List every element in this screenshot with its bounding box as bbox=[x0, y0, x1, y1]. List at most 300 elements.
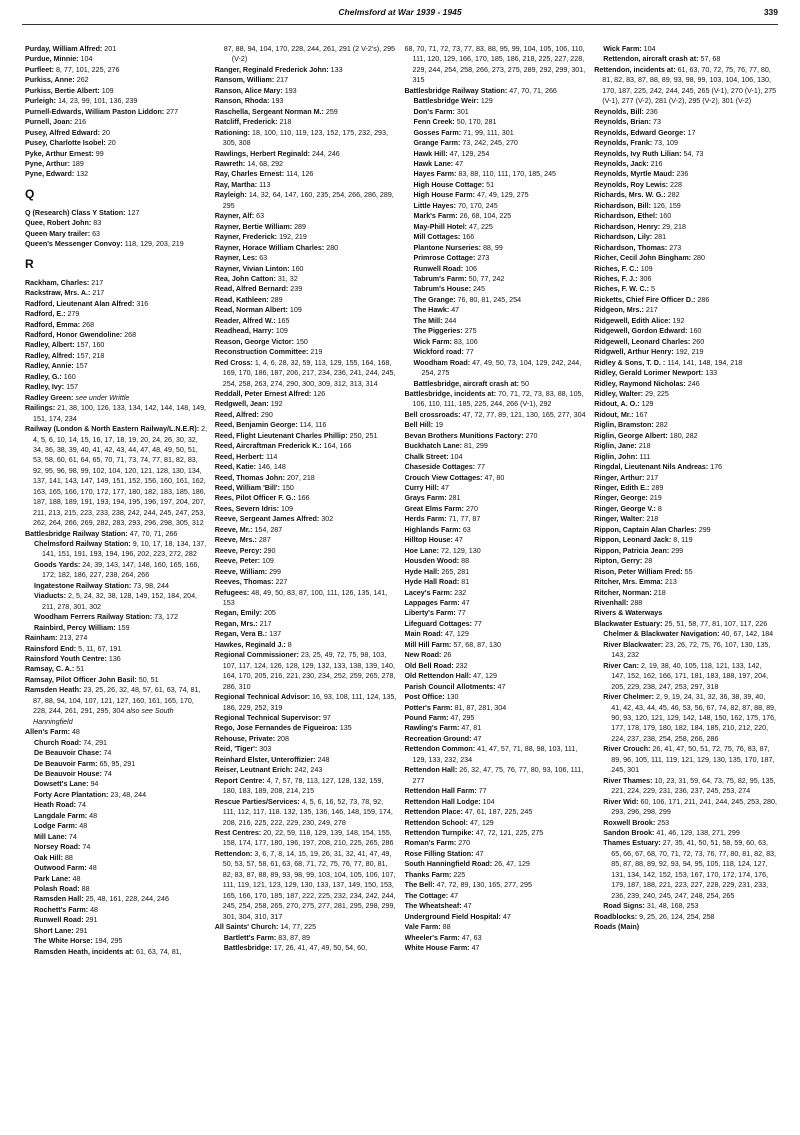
entry-page-refs: 55 bbox=[684, 567, 693, 576]
entry-page-refs: 4, 7, 57, 78, 113, 127, 128, 132, 159, 180, 183, 189, 208, 214, 215 bbox=[222, 776, 384, 796]
index-entry bbox=[215, 326, 398, 336]
entry-page-refs: 87, 88, 94, 104, 170, 228, 244, 261, 291 (2 V-2's), 295 (V-2) bbox=[223, 45, 396, 64]
index-entry bbox=[215, 232, 398, 242]
entry-page-refs: 165 bbox=[277, 316, 290, 325]
entry-page-refs: 225 bbox=[453, 870, 466, 879]
entry-page-refs: 166 bbox=[297, 494, 310, 503]
index-entry bbox=[25, 654, 208, 664]
entry-page-refs: 77 bbox=[478, 787, 487, 796]
entry-page-refs: 26, 32, 47, 75, 76, 77, 80, 93, 106, 111, 277 bbox=[412, 766, 584, 785]
entry-page-refs: 83, 106 bbox=[453, 337, 478, 346]
index-entry bbox=[594, 493, 777, 503]
entry-page-refs: 40, 67, 142, 184 bbox=[721, 630, 774, 639]
entry-term: Roadblocks: bbox=[594, 912, 638, 921]
index-entry bbox=[215, 462, 398, 472]
index-entry bbox=[25, 159, 208, 169]
entry-page-refs: 106 bbox=[465, 264, 477, 273]
index-entry bbox=[405, 588, 588, 598]
entry-term: Riglin, George Albert: bbox=[594, 431, 668, 440]
entry-term: The Cottage: bbox=[404, 891, 449, 900]
entry-page-refs: 160 bbox=[291, 264, 304, 273]
entry-page-refs: 246 bbox=[687, 379, 700, 388]
index-entry bbox=[405, 713, 588, 723]
entry-term: Highlands Farm: bbox=[404, 525, 461, 534]
index-subentry bbox=[405, 201, 588, 211]
entry-page-refs: 50, 77, 242 bbox=[468, 274, 505, 283]
entry-term: Regan, Vera B.: bbox=[214, 630, 268, 639]
entry-term: Ringer, Edith E.: bbox=[594, 484, 650, 493]
entry-page-refs: 136 bbox=[108, 655, 121, 664]
entry-term: Riches, F. C.: bbox=[594, 264, 639, 273]
index-entry bbox=[215, 117, 398, 127]
index-subentry bbox=[405, 326, 588, 336]
entry-term: Reynolds, Brian: bbox=[594, 118, 651, 127]
index-entry bbox=[594, 190, 777, 200]
entry-page-refs: 81, 87, 281, 304 bbox=[454, 703, 507, 712]
index-entry bbox=[594, 232, 777, 242]
index-entry bbox=[25, 65, 208, 75]
entry-term: Rees, Severn Idris: bbox=[214, 504, 280, 513]
index-entry bbox=[215, 493, 398, 503]
entry-page-refs: 270 bbox=[458, 839, 471, 848]
entry-term: Rawlings, Herbert Reginald: bbox=[214, 149, 310, 158]
entry-page-refs: 74 bbox=[103, 749, 112, 758]
entry-page-refs: 244 bbox=[444, 316, 457, 325]
entry-page-refs: 29, 218 bbox=[662, 222, 686, 231]
entry-term: Purnell-Edwards, William Paston Liddon: bbox=[25, 107, 165, 116]
entry-page-refs: 299 bbox=[671, 546, 684, 555]
entry-term: Hawkes, Reginald J.: bbox=[214, 640, 286, 649]
index-entry bbox=[25, 727, 208, 737]
entry-page-refs: 88, 99 bbox=[482, 243, 503, 252]
entry-term: Plantone Nurseries: bbox=[413, 243, 481, 252]
index-entry bbox=[594, 567, 777, 577]
entry-page-refs: 219 bbox=[649, 494, 662, 503]
index-subentry bbox=[594, 629, 777, 639]
index-entry bbox=[405, 849, 588, 859]
entry-page-refs: 47, 80 bbox=[484, 473, 505, 482]
entry-page-refs: 218 bbox=[279, 118, 292, 127]
index-entry bbox=[25, 403, 208, 424]
entry-page-refs: 47, 72, 89, 130, 165, 277, 295 bbox=[436, 881, 532, 890]
index-entry bbox=[594, 326, 777, 336]
entry-page-refs: 65, 95, 291 bbox=[99, 759, 136, 768]
index-entry bbox=[405, 86, 588, 96]
entry-page-refs: 5, 11, 67, 191 bbox=[78, 644, 122, 653]
entry-page-refs: 273 bbox=[669, 243, 682, 252]
entry-term: Regional Technical Supervisor: bbox=[214, 714, 321, 722]
index-subentry bbox=[405, 316, 588, 326]
entry-term: Wickford road: bbox=[413, 348, 464, 357]
entry-page-refs: 21, 38, 100, 126, 133, 134, 142, 144, 148, 149, 151, 174, 234 bbox=[33, 404, 207, 423]
entry-page-refs: 27, 35, 41, 50, 51, 58, 59, 60, 63, 65, 66, 67, 68, 70, 71, 72, 73, 76, 77, 80, 81, 82, 83, 85, 87, 88, 89, 92, 93, 94, 95, 105, 118, 124, 127, 131, 134, 142, 152, 153, 167, 170, 172, 174, 176, 179, 187, 188, 221, 223, 227, 228, 229, 231, 233, 236, 239, 240, 245, 247, 248, 254, 265 bbox=[611, 839, 777, 900]
index-entry bbox=[594, 389, 777, 399]
entry-page-refs: 19 bbox=[435, 421, 444, 430]
index-subentry bbox=[594, 776, 777, 797]
entry-term: Reynolds, Myrtle Maud: bbox=[594, 170, 675, 179]
entry-page-refs: 132 bbox=[76, 170, 89, 179]
index-entry bbox=[215, 525, 398, 535]
index-entry bbox=[215, 922, 398, 932]
entry-page-refs: 291 bbox=[85, 916, 98, 925]
index-entry bbox=[594, 180, 777, 190]
entry-page-refs: 286 bbox=[697, 295, 710, 304]
entry-term: Pyke, Arthur Ernest: bbox=[25, 149, 94, 158]
entry-page-refs: 180, 282 bbox=[669, 431, 698, 440]
index-entry bbox=[215, 567, 398, 577]
entry-term: Battlesbridge: bbox=[223, 943, 272, 952]
index-entry bbox=[594, 284, 777, 294]
index-entry bbox=[594, 598, 777, 608]
index-entry bbox=[594, 253, 777, 263]
entry-page-refs: 47 bbox=[461, 599, 470, 608]
entry-term: Ridout, Mr.: bbox=[594, 410, 634, 419]
index-entry bbox=[594, 222, 777, 232]
entry-page-refs: 218 bbox=[646, 515, 659, 524]
index-entry bbox=[405, 420, 588, 430]
entry-page-refs: 47 bbox=[454, 536, 463, 545]
entry-term: Rippon, Leonard Jack: bbox=[594, 536, 672, 545]
index-subentry bbox=[594, 828, 777, 838]
entry-term: Ritcher, Mrs. Emma: bbox=[594, 578, 663, 587]
entry-term: Norsey Road: bbox=[34, 843, 81, 852]
entry-term: Ricketts, Chief Fire Officer D.: bbox=[594, 295, 696, 304]
entry-term: Ridley & Sons, T. D. : bbox=[594, 358, 666, 367]
entry-page-refs: 114, 126 bbox=[286, 170, 314, 179]
entry-term: Ringer, George: bbox=[594, 494, 648, 503]
index-subentry bbox=[405, 305, 588, 315]
index-entry bbox=[405, 44, 588, 86]
entry-page-refs: 282 bbox=[667, 191, 680, 200]
index-entry bbox=[594, 358, 777, 368]
index-entry bbox=[215, 640, 398, 650]
entry-term: River Crouch: bbox=[603, 745, 651, 754]
index-entry bbox=[215, 149, 398, 159]
entry-page-refs: 60, 106, 171, 211, 241, 244, 245, 253, 280, 293, 296, 298, 299 bbox=[611, 797, 777, 817]
entry-term: Wheeler's Farm: bbox=[404, 933, 460, 942]
index-entry bbox=[25, 208, 208, 218]
entry-page-refs: 71, 77, 87 bbox=[448, 515, 481, 524]
index-subentry bbox=[215, 933, 398, 943]
entry-term: Rettendon Turnpike: bbox=[404, 828, 474, 837]
index-subentry bbox=[25, 894, 208, 904]
index-subentry bbox=[25, 926, 208, 936]
entry-page-refs: 208 bbox=[277, 734, 289, 743]
entry-term: Readhead, Harry: bbox=[214, 327, 274, 336]
index-entry bbox=[25, 278, 208, 288]
entry-term: Radley, G.: bbox=[25, 372, 62, 381]
entry-term: Chelmer & Blackwater Navigation: bbox=[603, 630, 720, 639]
entry-page-refs: 5 bbox=[651, 285, 655, 294]
index-subentry bbox=[215, 943, 398, 953]
entry-page-refs: 48 bbox=[79, 822, 88, 831]
entry-term: Reconstruction Committee: bbox=[214, 348, 309, 357]
index-entry bbox=[405, 744, 588, 765]
entry-term: Reed, Aircraftman Frederick K.: bbox=[214, 442, 322, 451]
index-subentry bbox=[25, 591, 208, 612]
entry-term: Radford, E.: bbox=[25, 310, 66, 319]
index-subentry bbox=[25, 936, 208, 946]
entry-page-refs: 250, 251 bbox=[349, 431, 378, 440]
entry-term: Reynolds, Bill: bbox=[594, 107, 644, 116]
index-subentry bbox=[405, 295, 588, 305]
entry-term: Reynolds, Frank: bbox=[594, 139, 653, 148]
entry-term: Blackwater Estuary: bbox=[594, 619, 663, 628]
index-entry bbox=[25, 351, 208, 361]
entry-term: Underground Field Hospital: bbox=[404, 912, 501, 921]
index-entry bbox=[25, 361, 208, 371]
entry-page-refs: 279 bbox=[67, 310, 80, 319]
entry-page-refs: 205 bbox=[263, 609, 276, 618]
entry-term: Church Road: bbox=[34, 738, 82, 747]
entry-term: River Blackwater: bbox=[603, 640, 664, 649]
entry-page-refs: 47 bbox=[450, 891, 459, 900]
index-entry bbox=[594, 274, 777, 284]
entry-term: Rayner, Horace William Charles: bbox=[214, 243, 325, 252]
entry-page-refs: 47, 70, 71, 266 bbox=[129, 529, 178, 538]
index-column-4 bbox=[594, 44, 777, 1129]
index-entry bbox=[25, 44, 208, 54]
entry-term: Vale Farm: bbox=[404, 923, 441, 932]
index-entry bbox=[215, 75, 398, 85]
index-entry bbox=[594, 535, 777, 545]
entry-page-refs: 2, 9, 19, 24, 31, 32, 36, 38, 39, 40, 41, 42, 43, 44, 45, 46, 53, 56, 67, 74, 82, 87, 88, 89, 90, 93, 120, 121, 129, 142, 148, 150, 162, 175, 176, 177, 178, 179, 180, 182, 184, 185, 210, 212, 220, 224, 237, 238, 254, 258, 266, 286 bbox=[611, 693, 777, 743]
index-subentry bbox=[405, 180, 588, 190]
entry-term: Rettendon School: bbox=[404, 818, 468, 827]
entry-term: Rettendon, incidents at: bbox=[594, 65, 676, 74]
entry-term: Hilltop House: bbox=[404, 536, 453, 545]
index-entry bbox=[405, 765, 588, 786]
entry-page-refs: 73 bbox=[652, 118, 661, 127]
entry-page-refs: 61, 63, 70, 72, 75, 76, 77, 80, 81, 82, 83, 87, 88, 89, 93, 98, 99, 103, 104, 106, 130, 170, 187, 225, 242, 244, 245, 265 (V-1), 270 (V-1), 275 (V-1), 277 (V-2), 281 (V-2), 295 (V-2), 301 (V-2) bbox=[602, 65, 777, 106]
entry-term: Regional Technical Advisor: bbox=[214, 693, 310, 702]
entry-page-refs: 160 bbox=[63, 372, 76, 381]
entry-page-refs: 288 bbox=[630, 599, 643, 608]
index-entry bbox=[405, 682, 588, 692]
entry-page-refs: 77 bbox=[477, 463, 486, 472]
entry-term: Old Bell Road: bbox=[404, 661, 454, 670]
index-entry bbox=[215, 776, 398, 797]
entry-page-refs: 2, 19, 38, 40, 105, 118, 121, 133, 142, 147, 152, 162, 166, 171, 181, 183, 188, 197, 204, 205, 229, 238, 247, 253, 297, 318 bbox=[611, 661, 769, 691]
entry-term: Ransom, William: bbox=[214, 76, 275, 85]
index-entry bbox=[594, 514, 777, 524]
entry-page-refs: 20, 22, 59, 118, 129, 139, 148, 154, 155, 158, 174, 177, 180, 196, 197, 208, 210, 225, 265, 286 bbox=[222, 828, 394, 848]
entry-term: Ridley, Gerald Lorimer Newport: bbox=[594, 369, 704, 378]
entry-term: The Grange: bbox=[413, 295, 456, 304]
entry-page-refs: 29, 225 bbox=[645, 389, 669, 398]
entry-page-refs: 24, 39, 143, 147, 148, 160, 165, 166, 172, 182, 186, 227, 238, 264, 266 bbox=[42, 560, 200, 580]
entry-term: Ramsay, Pilot Officer John Basil: bbox=[25, 675, 137, 684]
index-entry bbox=[405, 922, 588, 932]
entry-page-refs: 23, 48, 244 bbox=[110, 790, 147, 799]
entry-page-refs: 74 bbox=[68, 832, 77, 841]
entry-term: Lodge Farm: bbox=[34, 822, 78, 831]
entry-page-refs: 47, 72, 77, 89, 121, 130, 165, 277, 304 bbox=[462, 410, 586, 419]
entry-page-refs: 47, 129 bbox=[469, 818, 494, 827]
index-entry bbox=[405, 734, 588, 744]
entry-term: Radley, Albert: bbox=[25, 341, 75, 350]
index-letter-heading: Q bbox=[25, 186, 35, 201]
entry-term: Ramsden Hall: bbox=[34, 895, 84, 904]
entry-term: Q (Research) Class Y Station: bbox=[25, 208, 126, 217]
index-entry bbox=[594, 462, 777, 472]
index-subentry bbox=[405, 107, 588, 117]
index-entry bbox=[405, 901, 588, 911]
index-entry bbox=[25, 330, 208, 340]
index-entry bbox=[215, 713, 398, 723]
index-entry bbox=[405, 473, 588, 483]
index-entry bbox=[215, 65, 398, 75]
entry-page-refs: 77 bbox=[465, 348, 474, 357]
entry-page-refs: 164, 166 bbox=[323, 442, 352, 451]
index-subentry bbox=[594, 44, 777, 54]
entry-term: Ringer, Walter: bbox=[594, 515, 645, 524]
index-subentry bbox=[405, 138, 588, 148]
entry-page-refs: 289 bbox=[651, 484, 664, 493]
entry-term: Hyde Hall: bbox=[404, 567, 440, 576]
entry-cross-reference: also see South Hanningfield bbox=[33, 707, 174, 726]
entry-term: Reynolds, Ivy Ruth Lilian: bbox=[594, 149, 682, 158]
entry-page-refs: 70, 170, 245 bbox=[457, 201, 498, 210]
index-subentry bbox=[594, 744, 777, 775]
index-entry bbox=[594, 379, 777, 389]
entry-term: Allen's Farm: bbox=[25, 728, 70, 737]
index-entry bbox=[215, 765, 398, 775]
entry-term: Housden Wood: bbox=[404, 557, 460, 566]
entry-term: Battlesbridge Weir: bbox=[413, 97, 479, 106]
entry-term: Reynolds, Roy Lewis: bbox=[594, 180, 669, 189]
index-subentry bbox=[405, 222, 588, 232]
index-entry bbox=[405, 692, 588, 702]
index-subentry bbox=[25, 779, 208, 789]
entry-page-refs: 47 bbox=[502, 912, 511, 921]
entry-page-refs: 217 bbox=[645, 306, 658, 315]
index-subentry bbox=[25, 539, 208, 560]
index-entry bbox=[594, 619, 777, 629]
entry-page-refs: 150 bbox=[281, 484, 294, 493]
entry-page-refs: 260 bbox=[692, 337, 705, 346]
entry-term: Reed, Thomas John: bbox=[214, 473, 285, 482]
index-subentry bbox=[25, 905, 208, 915]
index-entry bbox=[215, 431, 398, 441]
index-subentry bbox=[25, 811, 208, 821]
entry-term: Rainsford End: bbox=[25, 644, 77, 653]
entry-page-refs: 47 bbox=[497, 682, 506, 691]
entry-page-refs: 61, 63, 74, 81, bbox=[135, 947, 182, 956]
entry-page-refs: 193 bbox=[284, 86, 297, 95]
entry-term: Parish Council Allotments: bbox=[404, 682, 496, 691]
index-entry bbox=[594, 410, 777, 420]
index-subentry bbox=[405, 117, 588, 127]
index-entry bbox=[594, 431, 777, 441]
entry-term: Primrose Cottage: bbox=[413, 254, 476, 263]
index-entry bbox=[215, 577, 398, 587]
index-entry bbox=[405, 546, 588, 556]
entry-term: Radley, Annie: bbox=[25, 362, 74, 371]
index-subentry bbox=[25, 790, 208, 800]
index-column-1 bbox=[25, 44, 208, 1129]
index-entry bbox=[405, 389, 588, 410]
entry-term: Rainbird, Percy William: bbox=[34, 623, 116, 632]
index-subentry bbox=[405, 190, 588, 200]
entry-term: Ray, Charles Ernest: bbox=[214, 170, 285, 179]
entry-page-refs: 270 bbox=[466, 504, 478, 513]
entry-page-refs: 146, 148 bbox=[258, 463, 286, 472]
entry-term: Ringdal, Lieutenant Nils Andreas: bbox=[594, 463, 709, 472]
entry-page-refs: 219 bbox=[310, 348, 323, 357]
entry-page-refs: 99 bbox=[95, 149, 104, 158]
entry-term: Mill Cottages: bbox=[413, 233, 461, 242]
index-subentry bbox=[405, 211, 588, 221]
index-columns bbox=[25, 44, 777, 1129]
entry-cross-reference: see under Writtle bbox=[75, 393, 130, 402]
entry-term: Runwell Road: bbox=[413, 264, 464, 273]
entry-page-refs: 18, 100, 110, 119, 123, 152, 175, 232, 293, 305, 308 bbox=[222, 128, 388, 148]
entry-page-refs: 157, 218 bbox=[76, 351, 105, 360]
index-entry bbox=[25, 117, 208, 127]
entry-page-refs: 26 bbox=[443, 651, 452, 660]
entry-page-refs: 281 bbox=[654, 233, 667, 242]
index-entry bbox=[594, 305, 777, 315]
entry-term: Purnell, Joan: bbox=[25, 118, 73, 127]
entry-term: Reeve, Sergeant James Alfred: bbox=[214, 515, 320, 524]
entry-term: Refugees: bbox=[214, 588, 250, 597]
entry-page-refs: 4, 5, 6, 16, 52, 73, 78, 92, 111, 112, 117, 118. 132, 135, 136, 146, 148, 159, 174, 208, 216, 225, 222, 229, 230, 249, 278 bbox=[222, 797, 393, 827]
entry-term: Thames Estuary: bbox=[603, 839, 661, 848]
index-entry bbox=[594, 922, 777, 932]
index-subentry bbox=[405, 128, 588, 138]
entry-term: High House Cottage: bbox=[413, 180, 485, 189]
entry-term: Richer, Cecil John Bingham: bbox=[594, 254, 692, 263]
entry-term: Ridgeon, Mrs.: bbox=[594, 306, 644, 315]
index-entry bbox=[594, 452, 777, 462]
index-entry bbox=[405, 483, 588, 493]
entry-page-refs: 2, 5, 24, 32, 38, 128, 149, 152, 184, 204, 211, 278, 301, 302 bbox=[42, 592, 198, 611]
entry-page-refs: 281 bbox=[448, 494, 461, 503]
entry-term: Rackstraw, Mrs. A.: bbox=[25, 289, 91, 298]
entry-page-refs: 76, 80, 81, 245, 254 bbox=[457, 295, 522, 304]
entry-term: Rippon, Captain Alan Charles: bbox=[594, 525, 697, 534]
entry-term: Reynolds, Edward George: bbox=[594, 128, 686, 137]
entry-term: De Beauvoir Farm: bbox=[34, 759, 98, 768]
index-entry bbox=[215, 535, 398, 545]
index-entry bbox=[25, 107, 208, 117]
entry-term: Hyde Hall Road: bbox=[404, 578, 460, 587]
entry-term: Outwood Farm: bbox=[34, 864, 87, 873]
index-entry bbox=[25, 529, 208, 539]
index-entry bbox=[25, 288, 208, 298]
entry-page-refs: 47 bbox=[473, 734, 482, 743]
entry-page-refs: 88 bbox=[461, 557, 470, 566]
entry-page-refs: 275 bbox=[464, 327, 477, 336]
entry-term: Mark's Farm: bbox=[413, 212, 458, 221]
entry-term: Red Cross: bbox=[214, 358, 253, 367]
index-subentry bbox=[25, 915, 208, 925]
index-entry bbox=[594, 159, 777, 169]
entry-page-refs: 213, 274 bbox=[59, 634, 88, 643]
entry-term: Ridgewell, Gordon Edward: bbox=[594, 327, 688, 336]
entry-term: Read, Norman Albert: bbox=[214, 306, 288, 315]
entry-term: Reeve, William: bbox=[214, 567, 268, 576]
entry-term: Rettendon: bbox=[214, 849, 253, 858]
entry-term: Rison, Peter William Fred: bbox=[594, 567, 683, 576]
index-entry bbox=[215, 619, 398, 629]
entry-page-refs: 31, 48, 168, 253 bbox=[646, 902, 699, 911]
entry-page-refs: 217 bbox=[92, 289, 105, 298]
index-entry bbox=[594, 912, 777, 922]
entry-term: Queen Mary trailer: bbox=[25, 229, 91, 238]
entry-term: Radford, Emma: bbox=[25, 320, 81, 329]
